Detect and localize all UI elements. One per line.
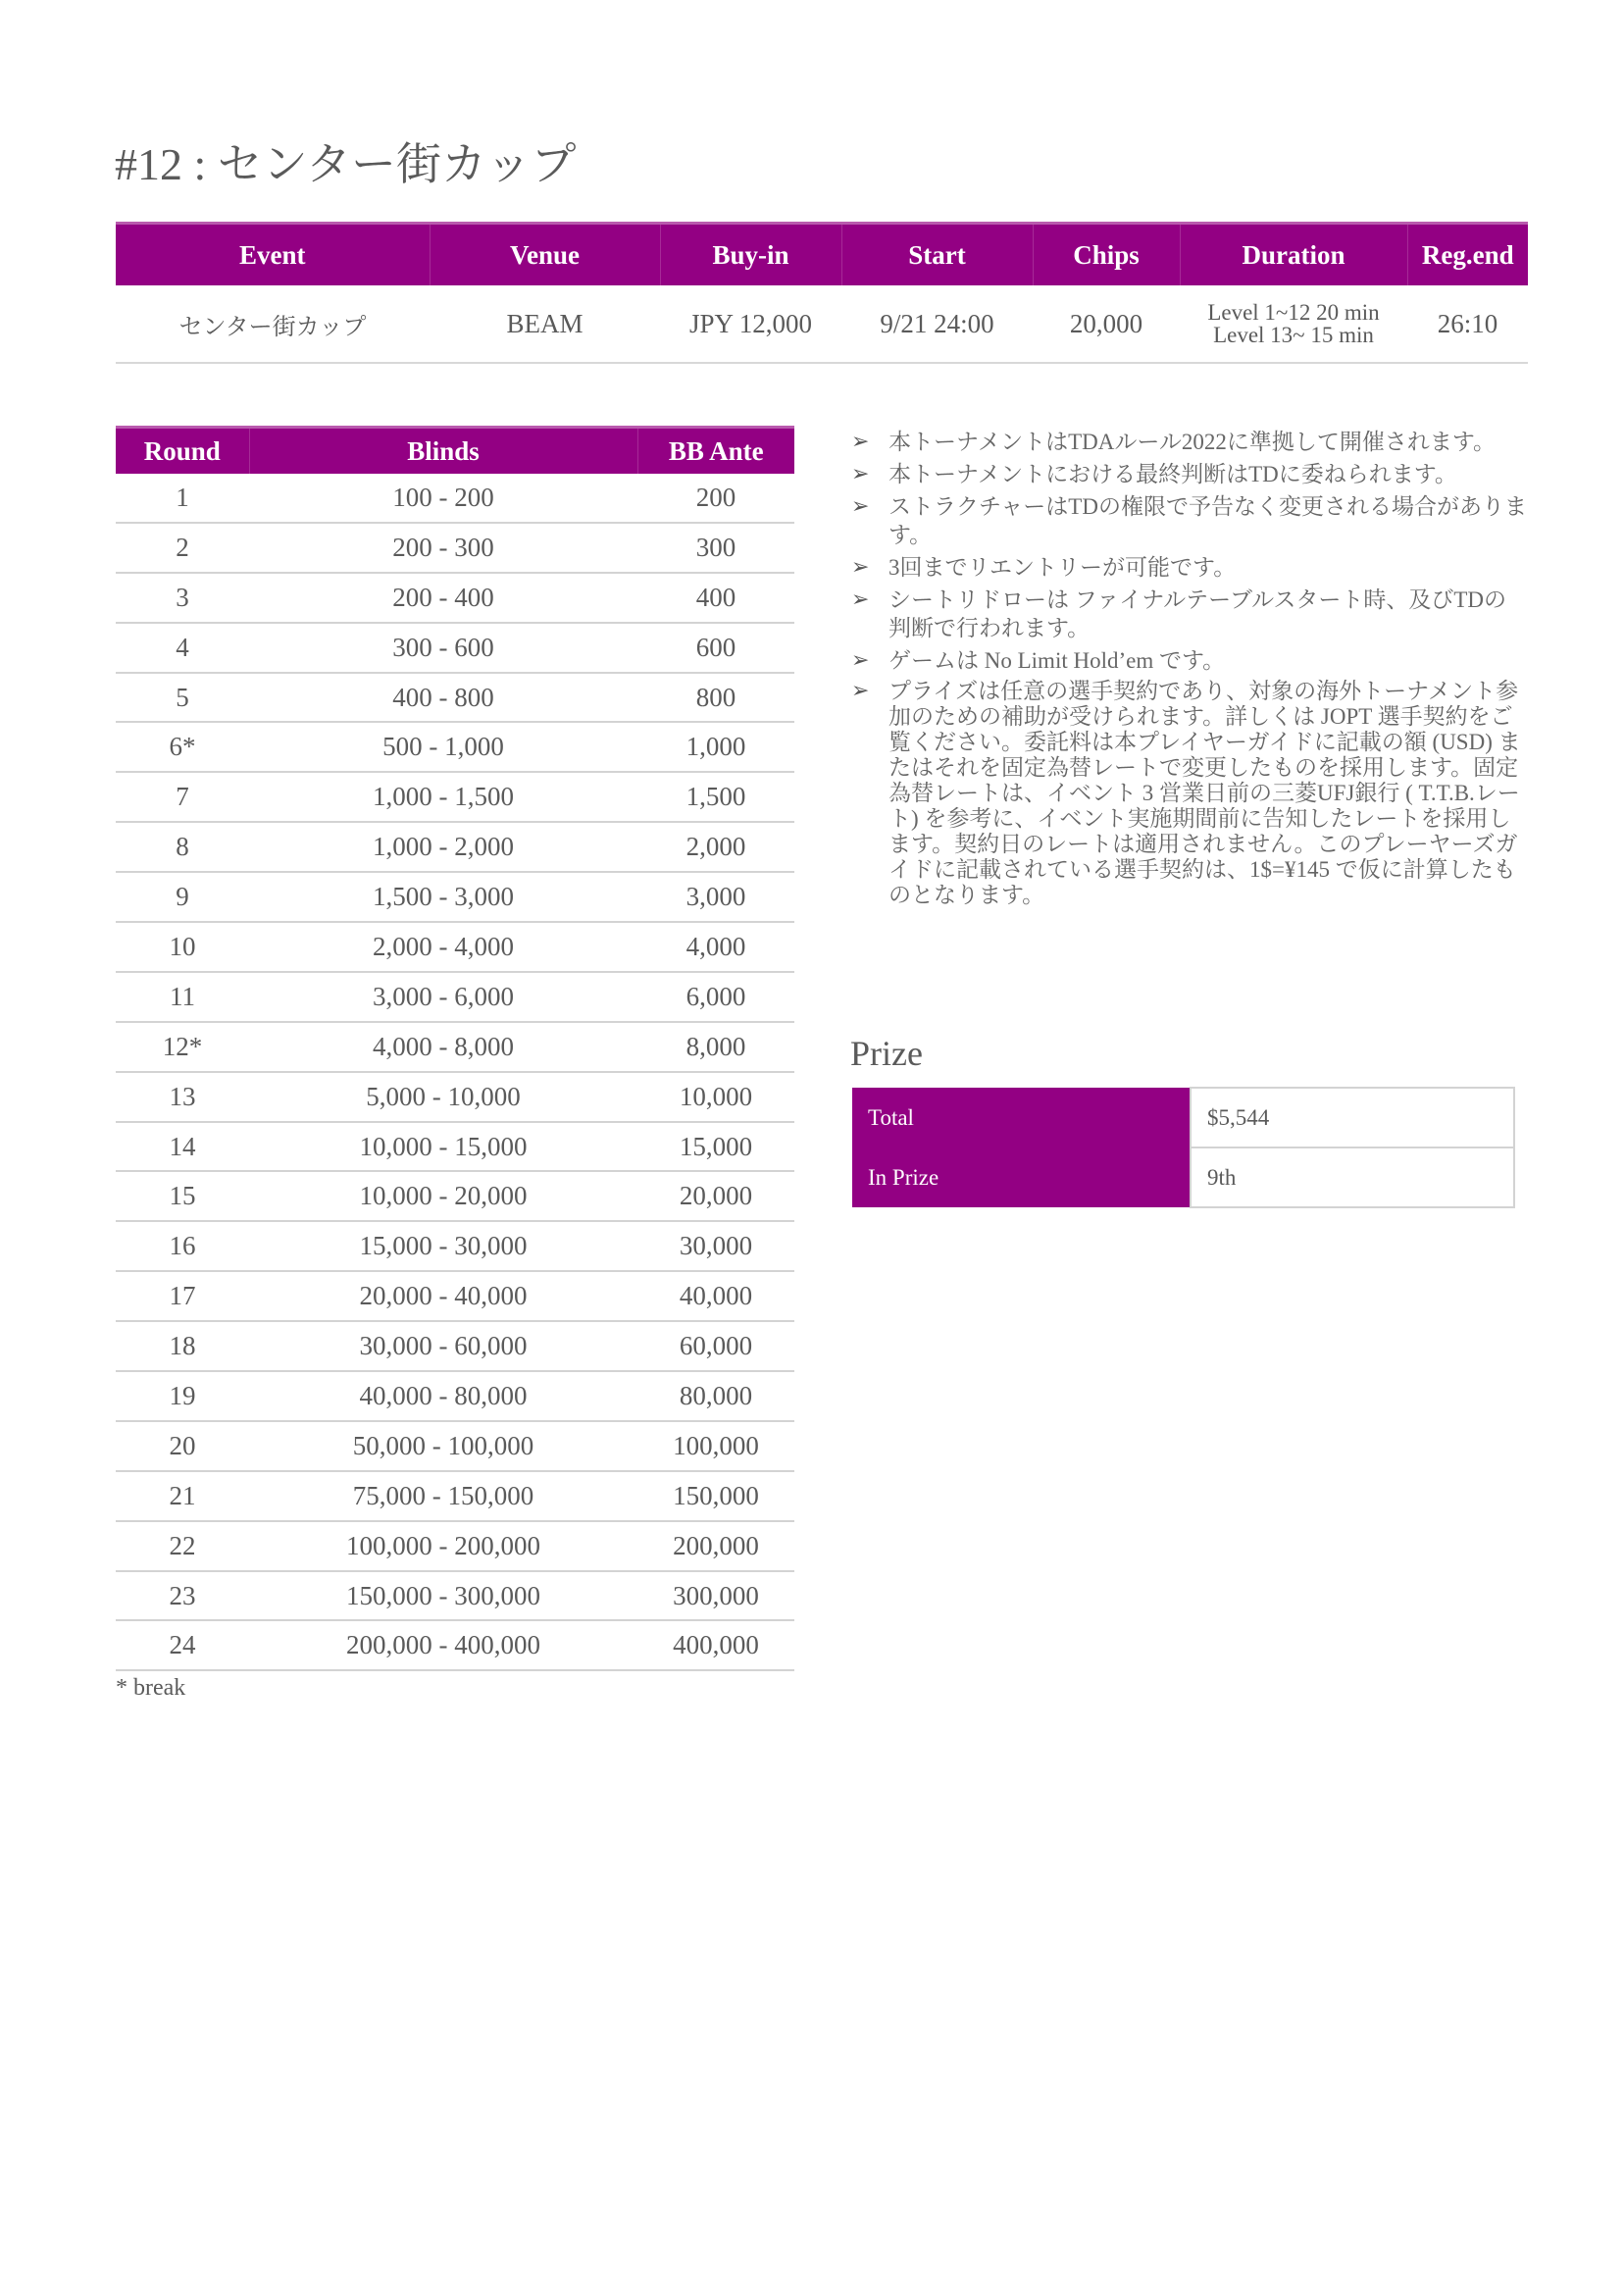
table-row bbox=[116, 523, 794, 573]
prize-row-in-prize bbox=[852, 1147, 1514, 1207]
blinds-cell: 200 - 300 bbox=[249, 523, 637, 573]
round-cell: 1 bbox=[116, 474, 249, 523]
note-text: 3回までリエントリーが可能です。 bbox=[888, 555, 1237, 580]
table-row bbox=[116, 1371, 794, 1421]
round-cell: 13 bbox=[116, 1072, 249, 1122]
event-venue: BEAM bbox=[430, 285, 660, 363]
table-row bbox=[116, 822, 794, 872]
event-table-header-row bbox=[116, 224, 1528, 286]
prize-title: Prize bbox=[850, 1034, 923, 1073]
header-buyin: Buy-in bbox=[660, 224, 841, 286]
arrow-bullet-icon: ➢ bbox=[851, 430, 870, 454]
table-row bbox=[116, 1321, 794, 1371]
arrow-bullet-icon: ➢ bbox=[851, 648, 870, 673]
round-cell: 3 bbox=[116, 573, 249, 623]
header-regend: Reg.end bbox=[1407, 224, 1528, 286]
prize-row-total bbox=[852, 1088, 1514, 1147]
prize-label: In Prize bbox=[852, 1147, 1191, 1207]
table-row bbox=[116, 1022, 794, 1072]
blinds-cell: 100,000 - 200,000 bbox=[249, 1521, 637, 1571]
bb-ante-cell: 30,000 bbox=[637, 1221, 794, 1271]
header-start: Start bbox=[841, 224, 1033, 286]
blinds-cell: 1,000 - 2,000 bbox=[249, 822, 637, 872]
round-cell: 10 bbox=[116, 922, 249, 972]
table-row bbox=[116, 722, 794, 772]
blinds-cell: 400 - 800 bbox=[249, 673, 637, 723]
event-name: センター街カップ bbox=[116, 285, 430, 363]
bb-ante-cell: 300 bbox=[637, 523, 794, 573]
arrow-bullet-icon: ➢ bbox=[851, 555, 870, 580]
blinds-cell: 30,000 - 60,000 bbox=[249, 1321, 637, 1371]
bb-ante-cell: 600 bbox=[637, 623, 794, 673]
blinds-cell: 3,000 - 6,000 bbox=[249, 972, 637, 1022]
duration-line-2: Level 13~ 15 min bbox=[1213, 323, 1374, 347]
note-text: 本トーナメントにおける最終判断はTDに委ねられます。 bbox=[888, 462, 1457, 486]
header-venue: Venue bbox=[430, 224, 660, 286]
round-cell: 24 bbox=[116, 1620, 249, 1670]
bb-ante-cell: 4,000 bbox=[637, 922, 794, 972]
event-regend: 26:10 bbox=[1407, 285, 1528, 363]
bb-ante-cell: 3,000 bbox=[637, 872, 794, 922]
header-event: Event bbox=[116, 224, 430, 286]
rules-notes-list bbox=[851, 428, 1528, 912]
note-text: プライズは任意の選手契約であり、対象の海外トーナメント参加のための補助が受けられます。詳しくは JOPT 選手契約をご覧ください。委託料は本プレイヤーガイドに記載の額 (USD) またはそれを固定為替レートで変更したものを採用します。固定為替レートは、イベント 3 営業日前の三菱UFJ銀行 ( T.T.B.レート) を参考に、イベント実施期間前に告知したレートを採用します。契約日のレートは適用されません。このプレーヤーズガイドに記載されている選手契約は、1$=¥145 で仮に計算したものとなります。 bbox=[888, 679, 1521, 907]
list-item bbox=[851, 646, 1528, 675]
bb-ante-cell: 400 bbox=[637, 573, 794, 623]
round-cell: 8 bbox=[116, 822, 249, 872]
prize-label: Total bbox=[852, 1088, 1191, 1147]
bb-ante-cell: 300,000 bbox=[637, 1571, 794, 1621]
table-row bbox=[116, 573, 794, 623]
header-duration: Duration bbox=[1180, 224, 1407, 286]
prize-value: $5,544 bbox=[1191, 1088, 1514, 1147]
table-row bbox=[116, 1471, 794, 1521]
bb-ante-cell: 80,000 bbox=[637, 1371, 794, 1421]
bb-ante-cell: 150,000 bbox=[637, 1471, 794, 1521]
table-row bbox=[116, 623, 794, 673]
bb-ante-cell: 400,000 bbox=[637, 1620, 794, 1670]
break-footnote: * break bbox=[116, 1675, 186, 1701]
blinds-cell: 200,000 - 400,000 bbox=[249, 1620, 637, 1670]
blind-structure-table bbox=[116, 426, 794, 1671]
note-text: シートリドローは ファイナルテーブルスタート時、及びTDの判断で行われます。 bbox=[888, 587, 1507, 640]
table-row bbox=[116, 1571, 794, 1621]
bb-ante-cell: 60,000 bbox=[637, 1321, 794, 1371]
blinds-cell: 300 - 600 bbox=[249, 623, 637, 673]
blinds-cell: 1,000 - 1,500 bbox=[249, 772, 637, 822]
arrow-bullet-icon: ➢ bbox=[851, 587, 870, 612]
round-cell: 7 bbox=[116, 772, 249, 822]
blinds-cell: 10,000 - 20,000 bbox=[249, 1171, 637, 1221]
event-chips: 20,000 bbox=[1033, 285, 1180, 363]
blinds-cell: 200 - 400 bbox=[249, 573, 637, 623]
header-blinds: Blinds bbox=[249, 428, 637, 475]
bb-ante-cell: 100,000 bbox=[637, 1421, 794, 1471]
bb-ante-cell: 2,000 bbox=[637, 822, 794, 872]
arrow-bullet-icon: ➢ bbox=[851, 679, 870, 703]
event-table-row bbox=[116, 285, 1528, 363]
bb-ante-cell: 40,000 bbox=[637, 1271, 794, 1321]
round-cell: 12* bbox=[116, 1022, 249, 1072]
table-row bbox=[116, 673, 794, 723]
bb-ante-cell: 10,000 bbox=[637, 1072, 794, 1122]
header-chips: Chips bbox=[1033, 224, 1180, 286]
blinds-cell: 100 - 200 bbox=[249, 474, 637, 523]
bb-ante-cell: 200 bbox=[637, 474, 794, 523]
bb-ante-cell: 20,000 bbox=[637, 1171, 794, 1221]
round-cell: 20 bbox=[116, 1421, 249, 1471]
round-cell: 5 bbox=[116, 673, 249, 723]
table-row bbox=[116, 1221, 794, 1271]
event-start: 9/21 24:00 bbox=[841, 285, 1033, 363]
event-info-table bbox=[116, 222, 1528, 364]
round-cell: 9 bbox=[116, 872, 249, 922]
bb-ante-cell: 200,000 bbox=[637, 1521, 794, 1571]
list-item bbox=[851, 428, 1528, 456]
blinds-cell: 20,000 - 40,000 bbox=[249, 1271, 637, 1321]
list-item bbox=[851, 492, 1528, 549]
round-cell: 14 bbox=[116, 1122, 249, 1172]
blinds-cell: 2,000 - 4,000 bbox=[249, 922, 637, 972]
page-title: #12 : センター街カップ bbox=[115, 139, 577, 189]
bb-ante-cell: 1,000 bbox=[637, 722, 794, 772]
table-row bbox=[116, 1521, 794, 1571]
table-row bbox=[116, 1122, 794, 1172]
round-cell: 2 bbox=[116, 523, 249, 573]
round-cell: 16 bbox=[116, 1221, 249, 1271]
blinds-cell: 10,000 - 15,000 bbox=[249, 1122, 637, 1172]
duration-line-1: Level 1~12 20 min bbox=[1207, 300, 1380, 325]
blinds-cell: 50,000 - 100,000 bbox=[249, 1421, 637, 1471]
table-row bbox=[116, 772, 794, 822]
header-bb-ante: BB Ante bbox=[637, 428, 794, 475]
table-row bbox=[116, 1620, 794, 1670]
round-cell: 18 bbox=[116, 1321, 249, 1371]
note-text: 本トーナメントはTDAルール2022に準拠して開催されます。 bbox=[888, 430, 1497, 454]
blinds-cell: 500 - 1,000 bbox=[249, 722, 637, 772]
blinds-cell: 4,000 - 8,000 bbox=[249, 1022, 637, 1072]
note-text: ゲームは No Limit Hold’em です。 bbox=[888, 648, 1226, 673]
table-row bbox=[116, 1271, 794, 1321]
list-item bbox=[851, 679, 1528, 908]
prize-value: 9th bbox=[1191, 1147, 1514, 1207]
bb-ante-cell: 800 bbox=[637, 673, 794, 723]
table-row bbox=[116, 1171, 794, 1221]
event-buyin: JPY 12,000 bbox=[660, 285, 841, 363]
table-row bbox=[116, 872, 794, 922]
blind-table-header-row bbox=[116, 428, 794, 475]
bb-ante-cell: 15,000 bbox=[637, 1122, 794, 1172]
table-row bbox=[116, 922, 794, 972]
round-cell: 11 bbox=[116, 972, 249, 1022]
round-cell: 23 bbox=[116, 1571, 249, 1621]
blinds-cell: 75,000 - 150,000 bbox=[249, 1471, 637, 1521]
bb-ante-cell: 1,500 bbox=[637, 772, 794, 822]
bb-ante-cell: 6,000 bbox=[637, 972, 794, 1022]
arrow-bullet-icon: ➢ bbox=[851, 494, 870, 519]
round-cell: 17 bbox=[116, 1271, 249, 1321]
table-row bbox=[116, 474, 794, 523]
round-cell: 22 bbox=[116, 1521, 249, 1571]
list-item bbox=[851, 553, 1528, 582]
round-cell: 4 bbox=[116, 623, 249, 673]
table-row bbox=[116, 972, 794, 1022]
blinds-cell: 40,000 - 80,000 bbox=[249, 1371, 637, 1421]
header-round: Round bbox=[116, 428, 249, 475]
round-cell: 15 bbox=[116, 1171, 249, 1221]
round-cell: 19 bbox=[116, 1371, 249, 1421]
list-item bbox=[851, 460, 1528, 488]
arrow-bullet-icon: ➢ bbox=[851, 462, 870, 486]
note-text: ストラクチャーはTDの権限で予告なく変更される場合があります。 bbox=[888, 494, 1527, 547]
blinds-cell: 150,000 - 300,000 bbox=[249, 1571, 637, 1621]
blinds-cell: 5,000 - 10,000 bbox=[249, 1072, 637, 1122]
round-cell: 21 bbox=[116, 1471, 249, 1521]
round-cell: 6* bbox=[116, 722, 249, 772]
event-duration bbox=[1180, 285, 1407, 363]
blinds-cell: 1,500 - 3,000 bbox=[249, 872, 637, 922]
blind-table-body bbox=[116, 474, 794, 1670]
table-row bbox=[116, 1421, 794, 1471]
blinds-cell: 15,000 - 30,000 bbox=[249, 1221, 637, 1271]
table-row bbox=[116, 1072, 794, 1122]
bb-ante-cell: 8,000 bbox=[637, 1022, 794, 1072]
list-item bbox=[851, 586, 1528, 642]
prize-table bbox=[852, 1087, 1515, 1208]
